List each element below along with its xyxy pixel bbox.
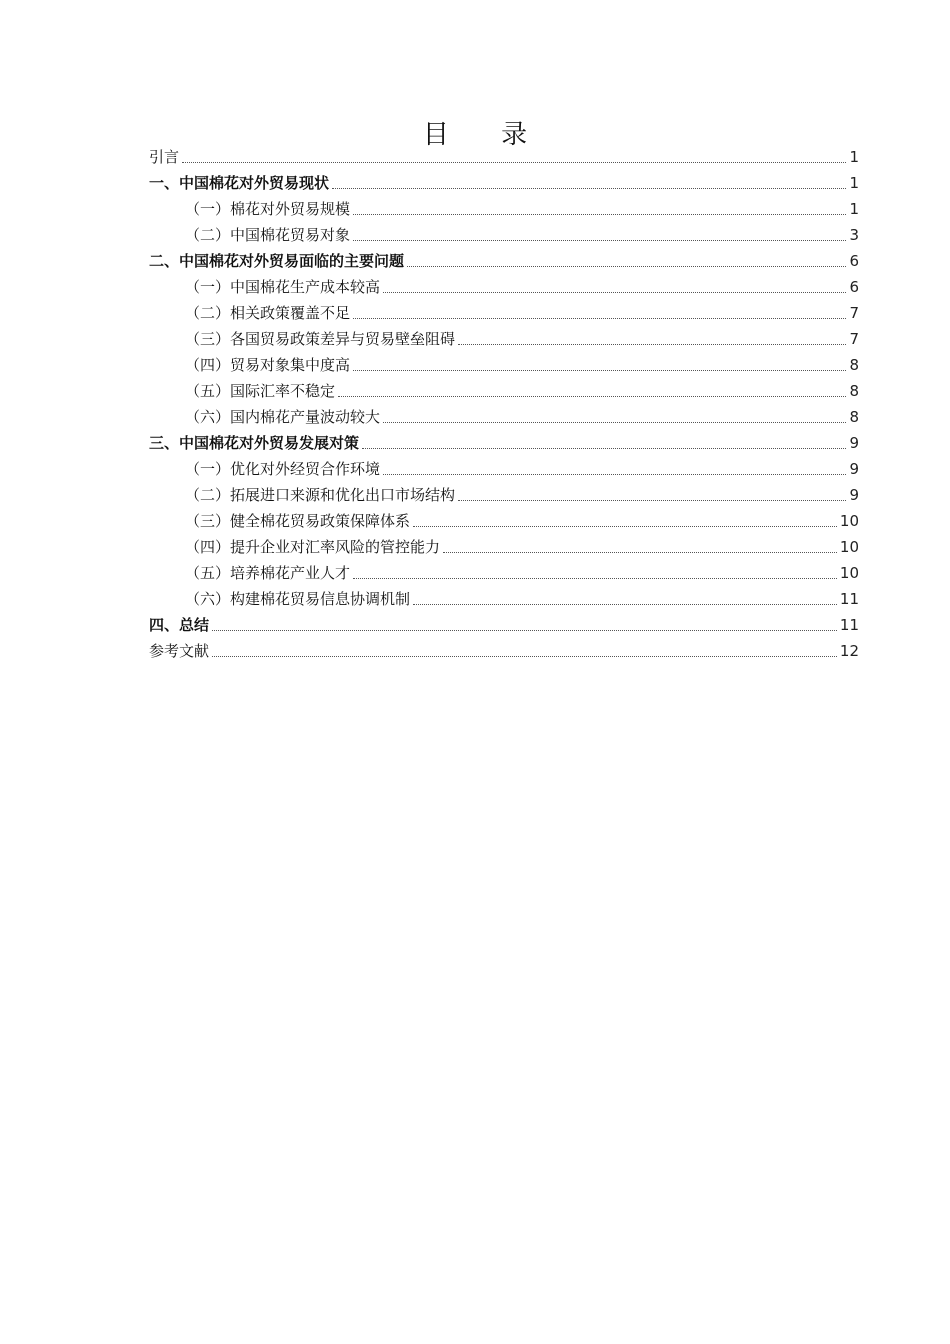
toc-page-number: 6 [849, 278, 859, 296]
toc-page-number: 1 [849, 148, 859, 166]
toc-entry-label: （三）各国贸易政策差异与贸易壁垒阻碍 [185, 330, 456, 348]
toc-entry[interactable] [149, 429, 859, 455]
toc-entry-label: （一）中国棉花生产成本较高 [185, 278, 381, 296]
toc-dot-leader [407, 265, 846, 267]
toc-dot-leader [338, 395, 846, 397]
toc-page-number: 8 [849, 408, 859, 426]
toc-page-number: 6 [849, 252, 859, 270]
toc-dot-leader [353, 317, 846, 319]
toc-entry-label: （二）中国棉花贸易对象 [185, 226, 351, 244]
toc-entry[interactable] [149, 559, 859, 585]
toc-entry-label: （二）拓展进口来源和优化出口市场结构 [185, 486, 456, 504]
toc-entry[interactable] [149, 325, 859, 351]
toc-entry[interactable] [149, 143, 859, 169]
toc-entry-label: 四、总结 [149, 616, 210, 634]
toc-entry[interactable] [149, 299, 859, 325]
toc-dot-leader [212, 655, 837, 657]
toc-entry-label: （四）提升企业对汇率风险的管控能力 [185, 538, 441, 556]
toc-entry-label: （一）优化对外经贸合作环境 [185, 460, 381, 478]
toc-dot-leader [182, 161, 846, 163]
toc-dot-leader [443, 551, 837, 553]
toc-dot-leader [353, 239, 846, 241]
toc-entry-label: （六）国内棉花产量波动较大 [185, 408, 381, 426]
toc-entry[interactable] [149, 377, 859, 403]
toc-entry-label: （四）贸易对象集中度高 [185, 356, 351, 374]
toc-page-number: 1 [849, 200, 859, 218]
toc-entry[interactable] [149, 403, 859, 429]
toc-dot-leader [353, 213, 846, 215]
toc-entry-label: 参考文献 [149, 642, 210, 660]
toc-entry[interactable] [149, 195, 859, 221]
toc-page-number: 10 [839, 512, 859, 530]
toc-entry[interactable] [149, 247, 859, 273]
toc-entry-label: （二）相关政策覆盖不足 [185, 304, 351, 322]
toc-page-number: 9 [849, 486, 859, 504]
toc-entry[interactable] [149, 637, 859, 663]
toc-dot-leader [353, 369, 846, 371]
toc-dot-leader [332, 187, 846, 189]
toc-entry-label: （五）国际汇率不稳定 [185, 382, 336, 400]
toc-entry-label: 一、中国棉花对外贸易现状 [149, 174, 330, 192]
toc-dot-leader [353, 577, 837, 579]
toc-dot-leader [458, 343, 846, 345]
toc-dot-leader [212, 629, 837, 631]
toc-page-number: 12 [839, 642, 859, 660]
toc-entry-label: （五）培养棉花产业人才 [185, 564, 351, 582]
toc-entry-label: 三、中国棉花对外贸易发展对策 [149, 434, 360, 452]
toc-page-number: 11 [839, 590, 859, 608]
toc-entry[interactable] [149, 455, 859, 481]
toc-entry[interactable] [149, 533, 859, 559]
toc-entry[interactable] [149, 169, 859, 195]
toc-entry-label: 二、中国棉花对外贸易面临的主要问题 [149, 252, 405, 270]
toc-entry-label: 引言 [149, 148, 180, 166]
toc-dot-leader [413, 603, 837, 605]
toc-entry-label: （一）棉花对外贸易规模 [185, 200, 351, 218]
toc-entry[interactable] [149, 351, 859, 377]
toc-title: 目 录 [422, 120, 550, 151]
toc-entry[interactable] [149, 221, 859, 247]
toc-page-number: 9 [849, 434, 859, 452]
toc-page-number: 7 [849, 330, 859, 348]
table-of-contents [149, 143, 859, 663]
toc-dot-leader [383, 473, 846, 475]
toc-entry[interactable] [149, 481, 859, 507]
toc-entry[interactable] [149, 611, 859, 637]
toc-entry[interactable] [149, 273, 859, 299]
toc-page-number: 3 [849, 226, 859, 244]
toc-entry-label: （三）健全棉花贸易政策保障体系 [185, 512, 411, 530]
toc-page-number: 10 [839, 564, 859, 582]
toc-entry[interactable] [149, 507, 859, 533]
toc-entry[interactable] [149, 585, 859, 611]
toc-dot-leader [383, 291, 846, 293]
toc-dot-leader [362, 447, 846, 449]
toc-dot-leader [413, 525, 837, 527]
toc-page-number: 7 [849, 304, 859, 322]
toc-dot-leader [383, 421, 846, 423]
toc-dot-leader [458, 499, 846, 501]
toc-page-number: 8 [849, 382, 859, 400]
toc-page-number: 9 [849, 460, 859, 478]
toc-entry-label: （六）构建棉花贸易信息协调机制 [185, 590, 411, 608]
toc-page-number: 8 [849, 356, 859, 374]
toc-page-number: 11 [839, 616, 859, 634]
toc-page-number: 1 [849, 174, 859, 192]
toc-page-number: 10 [839, 538, 859, 556]
